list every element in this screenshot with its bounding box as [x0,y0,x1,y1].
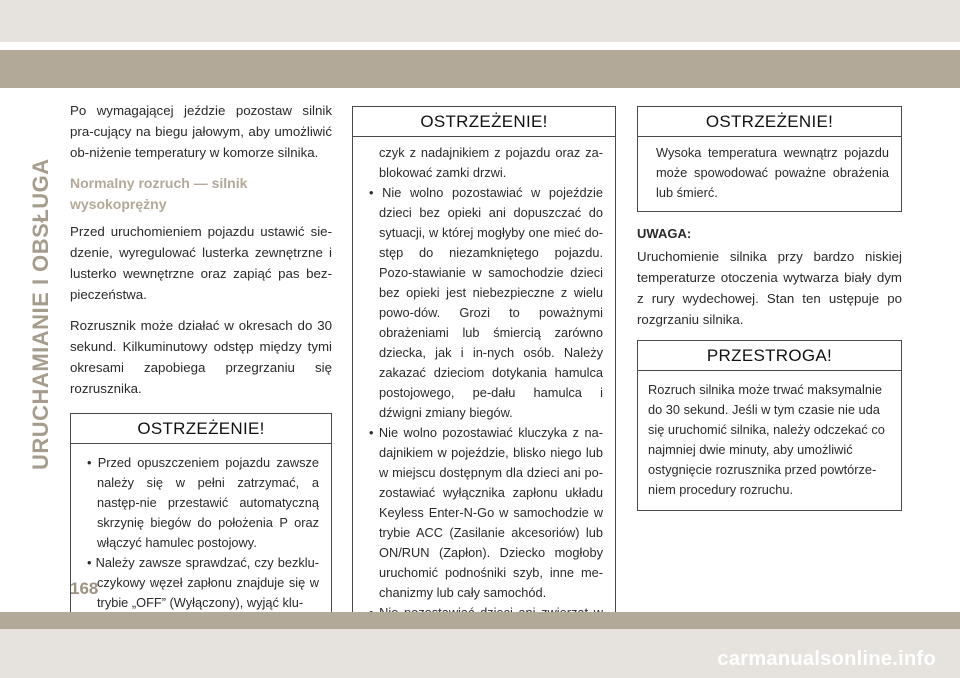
warning-box-continued [352,106,616,674]
footer-bar [0,612,960,629]
caution-text: Rozruch silnika może trwać maksymalnie do 30 sekund. Jeśli w tym czasie nie uda się uruchomić silnika, należy odczekać co najmniej dwie minuty, aby umożliwić ostygnięcie rozrusznika przed powtórze-niem procedury rozruchu. [648,382,885,497]
header-band [0,0,960,42]
column-left [70,100,332,624]
list-item: • Nie wolno pozostawiać kluczyka z na-dajnikiem w pojeździe, blisko niego lub w miejscu dostępnym dla dzieci ani po-zostawiać wyłącznika zapłonu układu Keyless Enter-N-Go w samochodzie w trybie ACC (Zasilanie akcesoriów) lub ON/RUN (Zapłon). Dziecko mogłoby uruchomić podnośniki szyb, inne me-chanizmy lub cały samochód. [369,425,603,600]
caution-title: PRZESTROGA! [638,341,901,371]
warning-list [365,183,603,663]
warning-box [70,413,332,624]
section-heading: Normalny rozruch — silnik wysokoprężny [70,175,248,212]
page-number: 168 [70,579,99,598]
warning-text: Wysoka temperatura wewnątrz pojazdu może spowodować poważne obrażenia lub śmierć. [656,145,889,200]
list-item: • Należy zawsze sprawdzać, czy bezklu-czykowy węzeł zapłonu znajduje się w trybie „OFF” (Wyłączony), wyjąć klu- [87,555,319,610]
warning-title: OSTRZEŻENIE! [638,107,901,137]
watermark-text: carmanualsonline.info [717,648,936,670]
paragraph-starter: Rozrusznik może działać w okresach do 30 sekund. Kilkuminutowy odstęp między tymi okresami zapobiega przegrzaniu się rozrusznika. [70,318,332,396]
note-label: UWAGA: [637,226,692,241]
column-middle [352,106,616,674]
note-text: Uruchomienie silnika przy bardzo niskiej temperaturze otoczenia wytwarza biały dym z rury wydechowej. Stan ten ustępuje po rozgrzaniu silnika. [637,249,902,327]
warning-title: OSTRZEŻENIE! [71,414,331,444]
warning-continuation: czyk z nadajnikiem z pojazdu oraz za-blokować zamki drzwi. [379,145,603,180]
warning-box-heat [637,106,902,212]
list-item: • Nie wolno pozostawiać w pojeździe dzieci bez opieki ani dopuszczać do sytuacji, w której mogłyby one mieć do-stęp do niezamkniętego pojazdu. Pozo-stawianie w samochodzie dzieci bez opieki jest niebezpieczne z wielu powo-dów. Grozi to poważnymi obrażeniami lub śmiercią zarówno dziecka, jak i in-nych osób. Należy zakazać dzieciom dotykania hamulca postojowego, pe-dału hamulca i dźwigni zmiany biegów. [369,185,603,420]
caution-box [637,340,902,511]
intro-paragraph: Po wymagającej jeździe pozostaw silnik pra-cujący na biegu jałowym, aby umożliwić ob-niżenie temperatury w komorze silnika. [70,103,332,160]
header-bar [0,50,960,88]
warning-list [83,453,319,613]
warning-title: OSTRZEŻENIE! [353,107,615,137]
column-right [637,106,902,511]
list-item: • Przed opuszczeniem pojazdu zawsze należy się w pełni zatrzymać, a następ-nie przestawić automatyczną skrzynię biegów do położenia P oraz włączyć hamulec postojowy. [87,455,319,550]
paragraph-seat-adjust: Przed uruchomieniem pojazdu ustawić sie-dzenie, wyregulować lusterka zewnętrzne i lusterko wewnętrzne oraz zapiąć pas bez-pieczeństwa. [70,224,332,302]
section-side-tab: URUCHAMIANIE I OBSŁUGA [28,158,53,470]
